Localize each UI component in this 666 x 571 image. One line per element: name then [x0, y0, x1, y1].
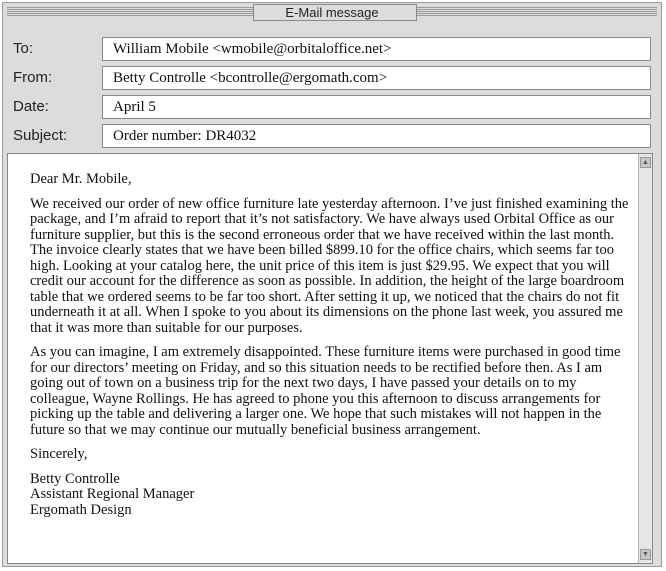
from-field[interactable]: Betty Controlle <bcontrolle@ergomath.com> — [102, 66, 651, 90]
signature-company: Ergomath Design — [30, 501, 132, 518]
body-paragraph-1: We received our order of new office furniture late yesterday afternoon. I’ve just finished examining the package, and I’m afraid to report that it’s not satisfactory. We have always used Orbital Office as our furniture supplier, but this is the second erroneous order that we have received within the last month. The invoice clearly states that we have been billed $899.10 for the office chairs, which seems far too high. Looking at your catalog here, the unit price of this item is just $29.95. We expect that you will credit our account for the difference as soon as possible. In addition, the height of the large boardroom table that we ordered seems to be far too short. After setting it up, we noticed that the chairs do not fit underneath it at all. When I spoke to you about its dimensions on the phone last week, you assured me that it was more than suitable for our purposes. — [30, 195, 629, 336]
from-row — [3, 66, 661, 90]
to-label: To: — [13, 40, 34, 57]
signature-name: Betty Controlle — [30, 470, 120, 487]
body-paragraph-2: As you can imagine, I am extremely disappointed. These furniture items were purchased in good time for our directors’ meeting on Friday, and so this situation needs to be rectified before then. As I am going out of town on a business trip for the next two days, I have passed your details on to my colleague, Wayne Rollings. He has agreed to phone you this afternoon to discuss arrangements for picking up the table and delivering a larger one. We hope that such mistakes will not happen in the future so that we may continue our mutually beneficial business arrangement. — [30, 344, 621, 438]
scroll-down-icon[interactable]: ▼ — [640, 549, 651, 560]
closing: Sincerely, — [30, 446, 88, 462]
date-label: Date: — [13, 98, 49, 115]
scroll-up-icon[interactable]: ▲ — [640, 157, 651, 168]
title-bar — [3, 3, 661, 21]
greeting: Dear Mr. Mobile, — [30, 171, 132, 187]
subject-row — [3, 124, 661, 148]
signature-title: Assistant Regional Manager — [30, 486, 195, 502]
window-title: E-Mail message — [281, 5, 382, 20]
email-window — [2, 2, 662, 567]
title-stripes-left — [7, 7, 262, 16]
message-body[interactable] — [7, 153, 653, 564]
subject-field[interactable]: Order number: DR4032 — [102, 124, 651, 148]
date-row — [3, 95, 661, 119]
vertical-scrollbar[interactable] — [638, 154, 652, 563]
title-stripes-right — [402, 7, 657, 16]
to-row — [3, 37, 661, 61]
to-field[interactable]: William Mobile <wmobile@orbitaloffice.net> — [102, 37, 651, 61]
message-text — [30, 172, 630, 518]
date-field[interactable]: April 5 — [102, 95, 651, 119]
subject-label: Subject: — [13, 127, 68, 144]
from-label: From: — [13, 69, 53, 86]
